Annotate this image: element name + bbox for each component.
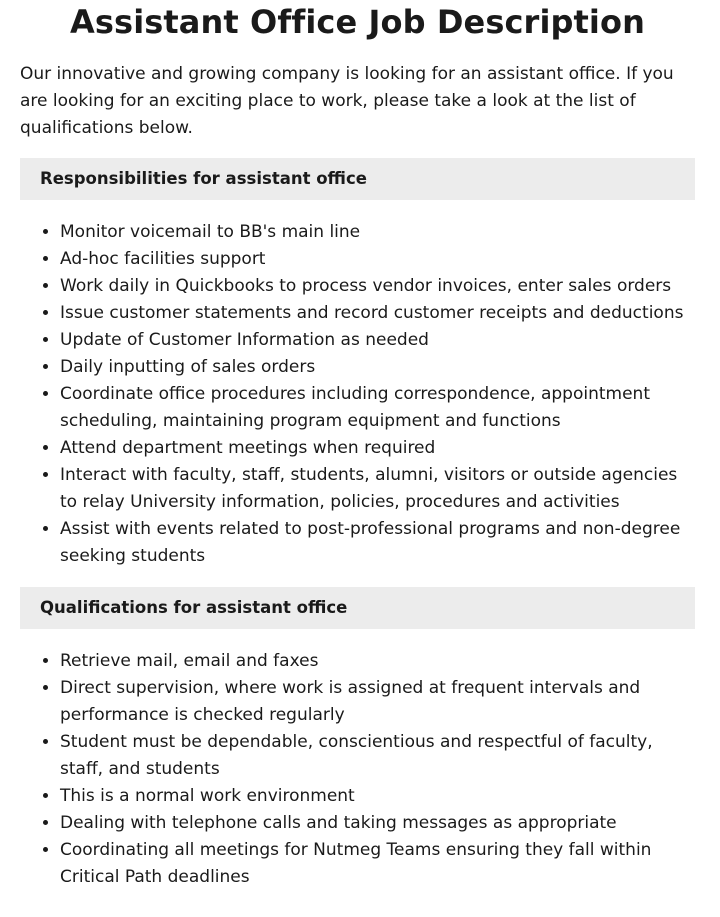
- list-item: • This is a normal work environment: [60, 783, 695, 810]
- list-item: • Assist with events related to post-professional programs and non-degree seeking students: [60, 516, 695, 570]
- qualifications-heading: Qualifications for assistant office: [20, 587, 695, 629]
- list-item: • Interact with faculty, staff, students, alumni, visitors or outside agencies to relay University information, policies, procedures and activities: [60, 462, 695, 516]
- list-item: • Coordinate office procedures including correspondence, appointment scheduling, maintaining program equipment and functions: [60, 381, 695, 435]
- list-item: • Issue customer statements and record customer receipts and deductions: [60, 300, 695, 327]
- list-item: • Student must be dependable, conscientious and respectful of faculty, staff, and students: [60, 729, 695, 783]
- qualifications-list: [20, 648, 695, 891]
- list-item: • Direct supervision, where work is assigned at frequent intervals and performance is checked regularly: [60, 675, 695, 729]
- responsibilities-list: [20, 219, 695, 570]
- list-item: • Update of Customer Information as needed: [60, 327, 695, 354]
- list-item: • Work daily in Quickbooks to process vendor invoices, enter sales orders: [60, 273, 695, 300]
- page-title: Assistant Office Job Description: [70, 3, 645, 41]
- list-item: • Coordinating all meetings for Nutmeg Teams ensuring they fall within Critical Path deadlines: [60, 837, 695, 891]
- list-item: • Ad-hoc facilities support: [60, 246, 695, 273]
- list-item: • Monitor voicemail to BB's main line: [60, 219, 695, 246]
- list-item: • Attend department meetings when required: [60, 435, 695, 462]
- list-item: • Dealing with telephone calls and taking messages as appropriate: [60, 810, 695, 837]
- list-item: • Daily inputting of sales orders: [60, 354, 695, 381]
- responsibilities-heading: Responsibilities for assistant office: [20, 158, 695, 200]
- intro-paragraph: Our innovative and growing company is looking for an assistant office. If you are looking for an exciting place to work, please take a look at the list of qualifications below.: [20, 64, 674, 138]
- list-item: • Retrieve mail, email and faxes: [60, 648, 695, 675]
